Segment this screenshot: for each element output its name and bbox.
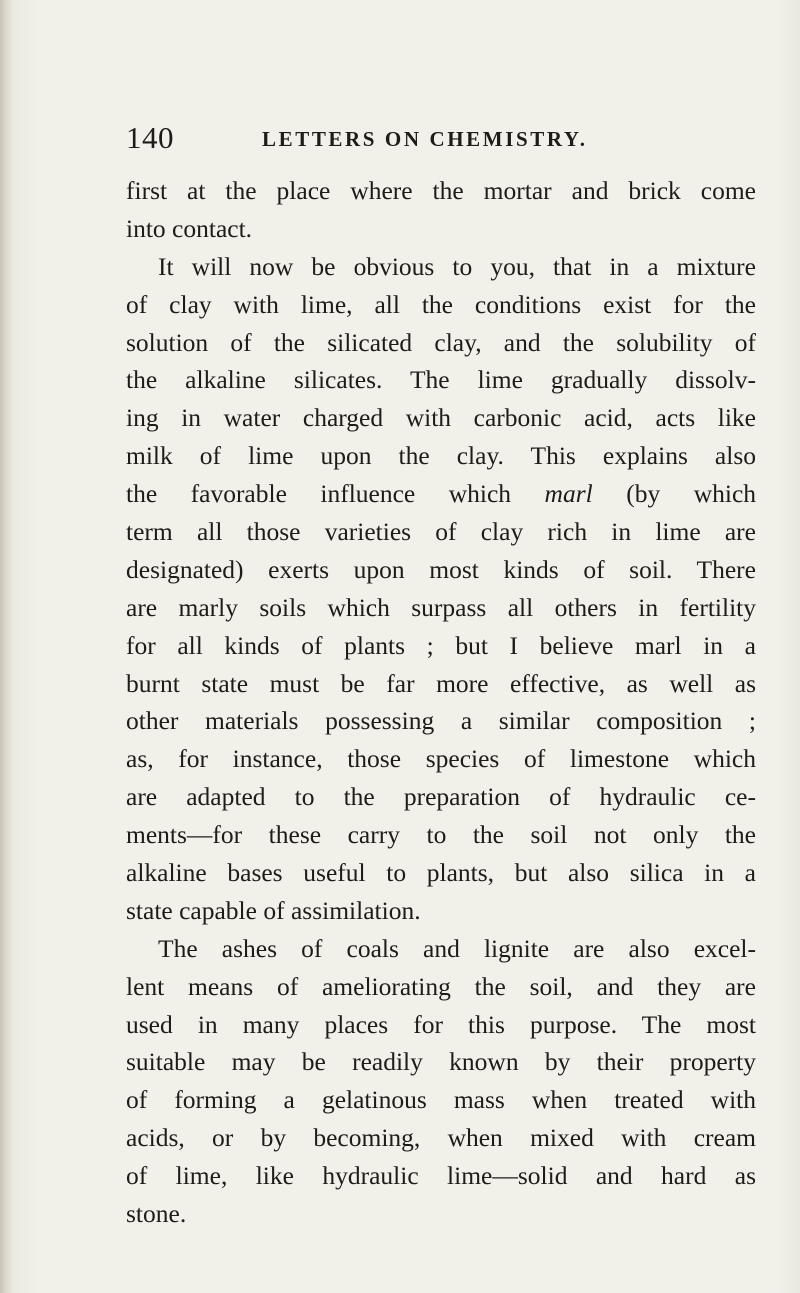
text-line: of lime, like hydraulic lime—solid and hard as — [126, 1161, 756, 1191]
text-line: The ashes of coals and lignite are also excel- — [158, 933, 756, 963]
text-line: used in many places for this purpose. The most — [126, 1009, 756, 1039]
body-text — [126, 172, 756, 1233]
text-line-with-italic — [126, 475, 756, 513]
page-gutter-shadow — [0, 0, 12, 1293]
text-line: as, for instance, those species of limestone which — [126, 744, 756, 774]
running-title: LETTERS ON CHEMISTRY. — [262, 127, 588, 151]
text-line: ments—for these carry to the soil not only the — [126, 820, 756, 850]
text-line: of clay with lime, all the conditions exist for the — [126, 289, 756, 319]
text-line: into contact. — [126, 213, 253, 243]
running-head — [126, 118, 766, 158]
italic-term-marl: marl — [544, 479, 593, 509]
text-segment: (by which — [626, 479, 757, 509]
text-segment: the favorable influence which — [126, 479, 512, 509]
text-line: It will now be obvious to you, that in a mixture — [158, 251, 756, 281]
text-line: solution of the silicated clay, and the solubility of — [126, 327, 756, 357]
text-line: designated) exerts upon most kinds of soil. There — [126, 554, 756, 584]
text-line: stone. — [126, 1199, 187, 1229]
text-line: suitable may be readily known by their property — [126, 1047, 756, 1077]
text-line: for all kinds of plants ; but I believe marl in a — [126, 630, 756, 660]
text-line: alkaline bases useful to plants, but also silica in a — [126, 858, 756, 888]
text-line: of forming a gelatinous mass when treated with — [126, 1085, 756, 1115]
text-line: other materials possessing a similar composition ; — [126, 706, 756, 736]
text-line: milk of lime upon the clay. This explains also — [126, 441, 756, 471]
text-line: term all those varieties of clay rich in lime are — [126, 517, 756, 547]
page-number: 140 — [126, 120, 174, 155]
text-line: first at the place where the mortar and brick come — [126, 176, 756, 205]
text-line: are adapted to the preparation of hydraulic ce- — [126, 782, 756, 812]
text-line: state capable of assimilation. — [126, 895, 421, 925]
text-line: acids, or by becoming, when mixed with cream — [126, 1123, 756, 1153]
text-line: ing in water charged with carbonic acid, acts like — [126, 403, 756, 433]
text-line: lent means of ameliorating the soil, and they are — [126, 971, 756, 1001]
text-line: the alkaline silicates. The lime gradually dissolv- — [126, 365, 756, 395]
text-line: burnt state must be far more effective, as well as — [126, 668, 756, 698]
text-line: are marly soils which surpass all others in fertility — [126, 592, 756, 622]
